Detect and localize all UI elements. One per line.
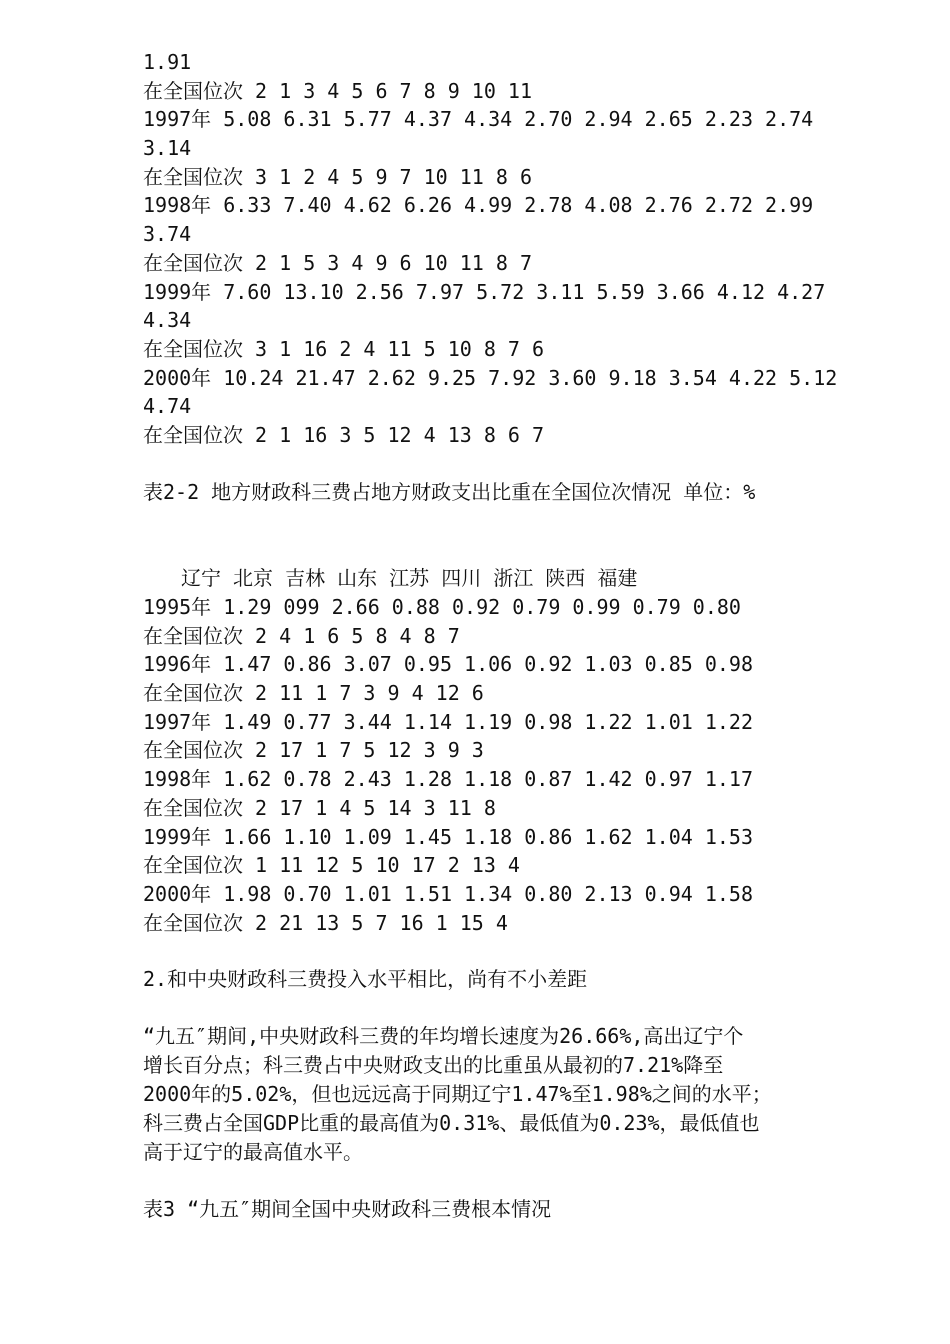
table-line: 在全国位次 2 1 5 3 4 9 6 10 11 8 7 — [143, 250, 532, 275]
table1-continuation — [143, 48, 903, 450]
table-line: 在全国位次 2 1 16 3 5 12 4 13 8 6 7 — [143, 422, 545, 447]
table-line: 2000年 1.98 0.70 1.01 1.51 1.34 0.80 2.13 0.94 1.58 — [143, 881, 754, 906]
paragraph-line: 科三费占全国GDP比重的最高值为0.31%、最低值为0.23%，最低值也 — [143, 1110, 760, 1135]
table-line: 在全国位次 3 1 2 4 5 9 7 10 11 8 6 — [143, 164, 532, 189]
paragraph-line: “九五″期间,中央财政科三费的年均增长速度为26.66%,高出辽宁个 — [143, 1023, 744, 1048]
table-line: 1999年 7.60 13.10 2.56 7.97 5.72 3.11 5.59 3.66 4.12 4.27 — [143, 279, 826, 304]
table2-column-header: 辽宁 北京 吉林 山东 江苏 四川 浙江 陕西 福建 — [181, 566, 638, 591]
table-line: 1995年 1.29 099 2.66 0.88 0.92 0.79 0.99 0.79 0.80 — [143, 595, 741, 619]
table-line: 1998年 1.62 0.78 2.43 1.28 1.18 0.87 1.42 0.97 1.17 — [143, 767, 754, 792]
table-line: 在全国位次 2 1 3 4 5 6 7 8 9 10 11 — [143, 78, 532, 103]
table-line: 4.34 — [143, 308, 192, 333]
table-line: 在全国位次 2 17 1 4 5 14 3 11 8 — [143, 795, 496, 820]
section-heading: 2.和中央财政科三费投入水平相比，尚有不小差距 — [143, 967, 588, 992]
table-line: 在全国位次 2 21 13 5 7 16 1 15 4 — [143, 910, 508, 935]
table-line: 1997年 5.08 6.31 5.77 4.37 4.34 2.70 2.94 2.65 2.23 2.74 — [143, 107, 814, 132]
table-line: 3.74 — [143, 222, 192, 247]
table2-body — [143, 593, 903, 937]
paragraph-line: 增长百分点；科三费占中央财政支出的比重虽从最初的7.21%降至 — [143, 1052, 724, 1077]
body-paragraph — [143, 1022, 878, 1167]
table-line: 2000年 10.24 21.47 2.62 9.25 7.92 3.60 9.18 3.54 4.22 5.12 — [143, 365, 838, 390]
table-line: 1.91 — [143, 50, 192, 74]
table-line: 在全国位次 2 17 1 7 5 12 3 9 3 — [143, 738, 484, 763]
table-line: 4.74 — [143, 394, 192, 419]
paragraph-line: 2000年的5.02%，但也远远高于同期辽宁1.47%至1.98%之间的水平； — [143, 1081, 772, 1106]
table3-title: 表3 “九五″期间全国中央财政科三费根本情况 — [143, 1196, 552, 1221]
table-line: 在全国位次 1 11 12 5 10 17 2 13 4 — [143, 853, 520, 878]
table-line: 在全国位次 2 4 1 6 5 8 4 8 7 — [143, 623, 460, 648]
table-line: 在全国位次 3 1 16 2 4 11 5 10 8 7 6 — [143, 336, 545, 361]
paragraph-line: 高于辽宁的最高值水平。 — [143, 1139, 363, 1164]
table-line: 1996年 1.47 0.86 3.07 0.95 1.06 0.92 1.03 0.85 0.98 — [143, 652, 754, 677]
table2-title: 表2-2 地方财政科三费占地方财政支出比重在全国位次情况 单位：% — [143, 479, 756, 504]
table-line: 1999年 1.66 1.10 1.09 1.45 1.18 0.86 1.62 1.04 1.53 — [143, 824, 754, 849]
table-line: 在全国位次 2 11 1 7 3 9 4 12 6 — [143, 681, 484, 706]
table-line: 1998年 6.33 7.40 4.62 6.26 4.99 2.78 4.08 2.76 2.72 2.99 — [143, 193, 814, 218]
table-line: 1997年 1.49 0.77 3.44 1.14 1.19 0.98 1.22 1.01 1.22 — [143, 709, 754, 734]
table-line: 3.14 — [143, 136, 192, 161]
document-page — [143, 48, 903, 1224]
